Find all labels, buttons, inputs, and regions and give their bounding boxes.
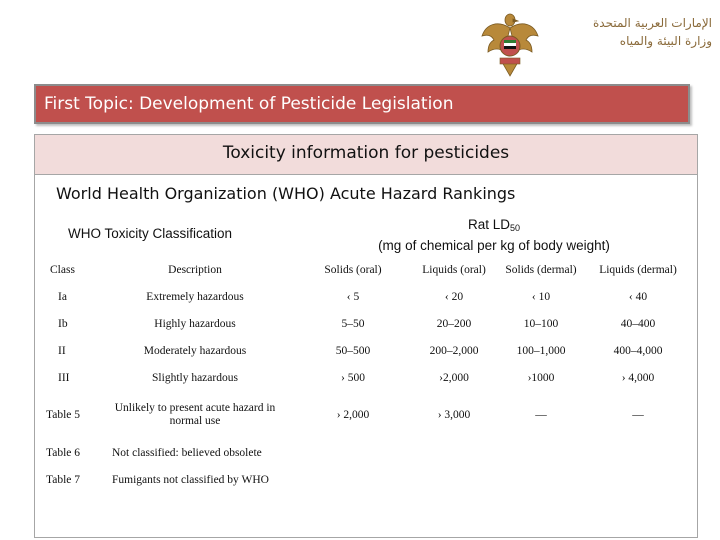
table-cell-liquids-dermal: ‹ 40: [628, 291, 648, 303]
table-cell-solids-oral: › 2,000: [336, 409, 370, 421]
table-header-liquids-oral: Liquids (oral): [422, 264, 486, 276]
table-cell-solids-oral: › 500: [341, 372, 365, 384]
table-cell-description: Slightly hazardous: [152, 372, 238, 384]
ministry-name: [552, 14, 712, 50]
table-header-liquids-dermal: Liquids (dermal): [599, 264, 677, 276]
table-cell-liquids-oral: ›2,000: [439, 372, 469, 384]
table-cell-liquids-dermal: —: [632, 409, 644, 421]
table-header-class: Class: [50, 264, 75, 276]
table-cell-solids-oral: 50–500: [335, 345, 371, 357]
table-cell-solids-dermal: 10–100: [523, 318, 559, 330]
ld50-subscript: 50: [510, 223, 521, 233]
who-heading: World Health Organization (WHO) Acute Hazard Rankings: [56, 184, 516, 203]
ld50-label: Rat LD: [467, 217, 510, 232]
table-header-description: Description: [168, 264, 222, 276]
table-cell-liquids-dermal: 400–4,000: [613, 345, 663, 357]
table-cell-liquids-dermal: › 4,000: [621, 372, 655, 384]
topic-title: First Topic: Development of Pesticide Legislation: [44, 94, 454, 114]
topic-banner: [34, 84, 690, 124]
ministry-name-line1: الإمارات العربية المتحدة: [593, 16, 712, 30]
table-cell-description: Extremely hazardous: [146, 291, 244, 303]
ministry-name-line2: وزارة البيئة والمياه: [619, 34, 712, 48]
table-cell-class: II: [58, 345, 66, 357]
panel-header: [35, 135, 697, 175]
table-cell-description: Fumigants not classified by WHO: [112, 474, 269, 486]
table-header-solids-dermal: Solids (dermal): [505, 264, 577, 276]
table-cell-class: Table 6: [46, 447, 81, 459]
table-cell-solids-dermal: ›1000: [527, 372, 555, 384]
table-cell-solids-oral: 5–50: [341, 318, 365, 330]
table-cell-description: Highly hazardous: [154, 318, 236, 330]
table-cell-class: III: [58, 372, 70, 384]
table-cell-solids-dermal: ‹ 10: [531, 291, 551, 303]
uae-eagle-emblem-icon: [478, 6, 542, 78]
table-cell-liquids-dermal: 40–400: [620, 318, 656, 330]
panel-title: Toxicity information for pesticides: [222, 143, 510, 163]
who-classification-label: WHO Toxicity Classification: [68, 226, 233, 241]
ld50-heading: [344, 216, 644, 255]
table-cell-description: Unlikely to present acute hazard in normal use: [114, 402, 276, 427]
table-cell-class: Table 7: [46, 474, 81, 486]
table-cell-class: Ib: [58, 318, 68, 330]
table-cell-description: Not classified: believed obsolete: [112, 447, 262, 459]
table-cell-class: Table 5: [46, 409, 81, 421]
table-cell-liquids-oral: 20–200: [436, 318, 472, 330]
ld50-units: (mg of chemical per kg of body weight): [378, 238, 610, 253]
table-cell-class: Ia: [58, 291, 67, 303]
table-header-solids-oral: Solids (oral): [324, 264, 382, 276]
table-cell-solids-dermal: —: [535, 409, 547, 421]
table-cell-description: Moderately hazardous: [143, 345, 247, 357]
table-cell-solids-dermal: 100–1,000: [516, 345, 566, 357]
table-cell-liquids-oral: ‹ 20: [444, 291, 464, 303]
table-cell-solids-oral: ‹ 5: [346, 291, 360, 303]
table-cell-liquids-oral: › 3,000: [437, 409, 471, 421]
table-cell-liquids-oral: 200–2,000: [429, 345, 479, 357]
